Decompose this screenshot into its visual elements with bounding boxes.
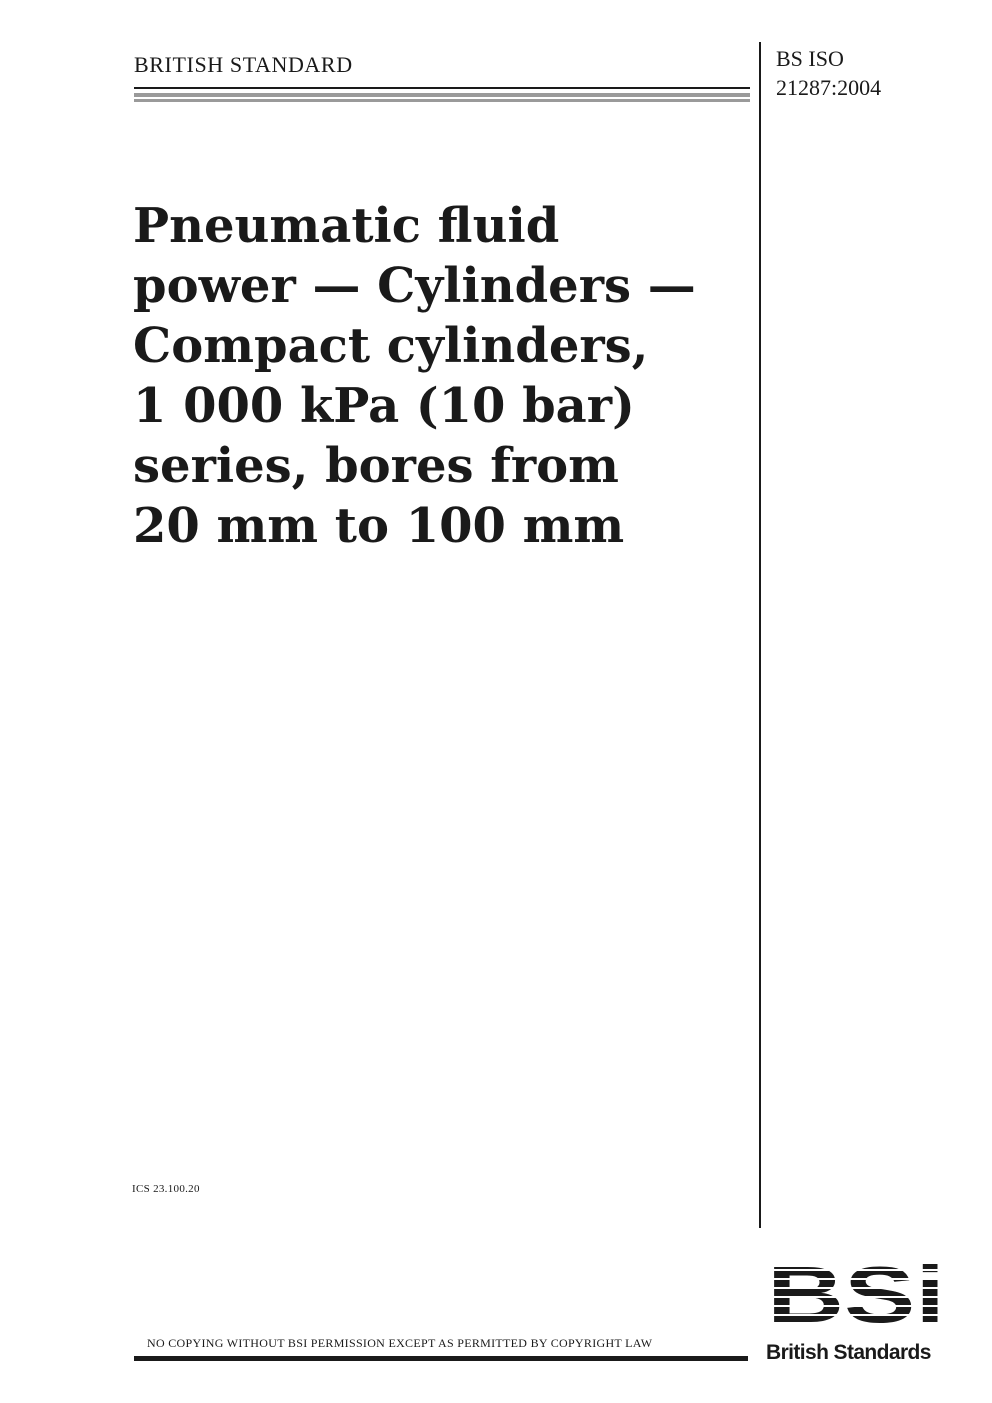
document-title [133,196,743,556]
bsi-logo [767,1262,945,1324]
header-label: BRITISH STANDARD [134,52,353,77]
title-line: series, bores from [133,438,619,494]
standard-number-line1: BS ISO [776,46,844,71]
standard-number [776,44,881,102]
header-rule-thin [134,87,750,89]
bsi-caption: British Standards [766,1341,931,1364]
copyright-notice: NO COPYING WITHOUT BSI PERMISSION EXCEPT AS PERMITTED BY COPYRIGHT LAW [147,1336,653,1350]
header-rule-gray-top [134,93,750,97]
title-line: power — Cylinders — [133,258,696,314]
title-line: Compact cylinders, [133,318,649,374]
title-line: 1 000 kPa (10 bar) [133,378,635,434]
vertical-divider [759,42,761,1228]
standard-number-line2: 21287:2004 [776,75,882,100]
header-rule-gray-bottom [134,99,750,102]
title-line: Pneumatic fluid [133,198,560,254]
ics-code: ICS 23.100.20 [132,1183,200,1195]
footer-rule [134,1356,748,1361]
title-line: 20 mm to 100 mm [133,498,625,554]
